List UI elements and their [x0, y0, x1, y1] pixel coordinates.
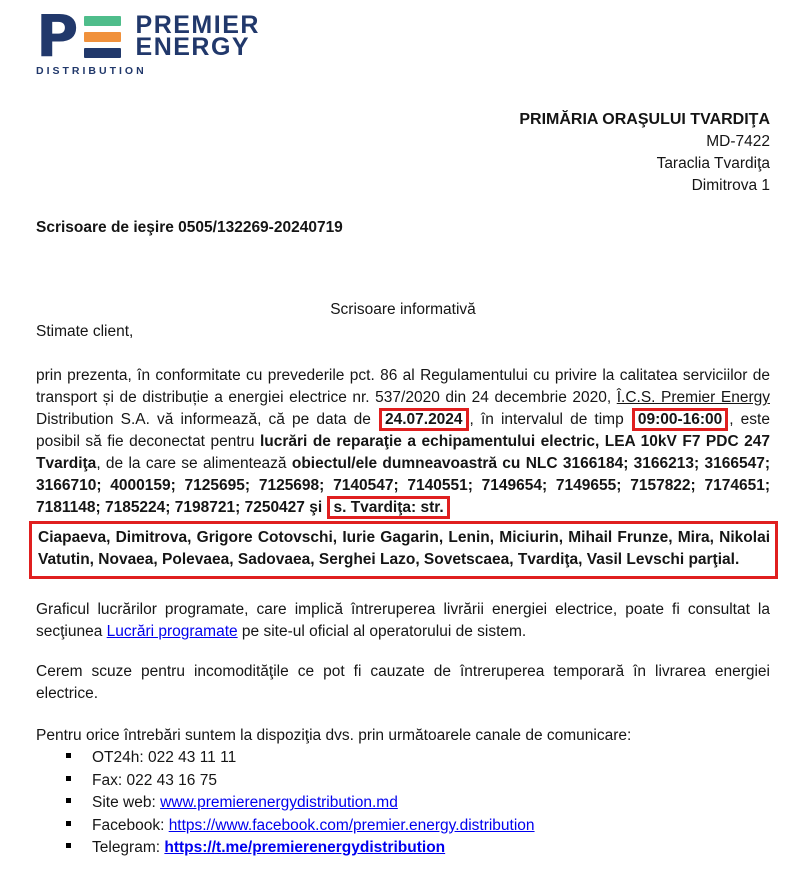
affected-location-highlight: s. Tvardiţa: str. — [327, 496, 449, 519]
p1-text-2: Distribution S.A. vă informează, că pe data de — [36, 411, 378, 428]
ot24h-phone: 022 43 11 11 — [148, 749, 237, 766]
recipient-postal-code: MD-7422 — [706, 133, 770, 150]
p1-text-4: , este posibil să fie deconectat pentru — [36, 411, 770, 450]
logo-e-bars-icon — [84, 16, 121, 58]
logo-distribution-text: DISTRIBUTION — [36, 65, 147, 77]
outage-time-highlight: 09:00-16:00 — [632, 408, 728, 431]
affected-streets-box — [29, 521, 778, 579]
contact-intro: Pentru orice întrebări suntem la dispoziţia dvs. prin următoarele canale de comunicare: — [36, 727, 632, 744]
p1-text-1: prin prezenta, în conformitate cu prevederile pct. 86 al Regulamentului cu privire la calitatea serviciilor de transport și de distribuție a energiei electrice nr. 537/2020 din 24 decembrie 2020, — [36, 367, 770, 406]
bullet-icon — [66, 843, 71, 848]
logo-letter-p: P — [36, 2, 77, 70]
logo-wordmark — [135, 11, 260, 61]
p2-text-2: pe site-ul oficial al operatorului de sistem. — [237, 623, 527, 640]
recipient-block — [36, 109, 770, 197]
apology-paragraph: Cerem scuze pentru incomodităţile ce pot fi cauzate de întreruperea temporară în livrarea energiei electrice. — [36, 663, 770, 702]
fax-number: 022 43 16 75 — [126, 771, 217, 789]
site-web-link[interactable]: www.premierenergydistribution.md — [160, 794, 398, 811]
p1-text-5: , de la care se alimentează — [96, 455, 292, 472]
logo-row — [36, 2, 770, 70]
outage-date-highlight: 24.07.2024 — [379, 408, 469, 431]
contact-label: Telegram: — [92, 839, 165, 856]
lucrari-programate-link[interactable]: Lucrări programate — [106, 623, 238, 640]
p2-text-1: Graficul lucrărilor programate, care implică întreruperea livrării energiei electrice, poate fi consultat la secţiunea — [36, 601, 770, 640]
salutation: Stimate client, — [36, 323, 134, 340]
recipient-name: PRIMĂRIA ORAŞULUI TVARDIŢA — [519, 111, 770, 128]
logo-bar-navy — [84, 48, 121, 58]
bullet-icon — [66, 821, 71, 826]
recipient-district: Taraclia Tvardiţa — [656, 155, 770, 172]
contact-item-fax — [66, 770, 770, 793]
logo-bar-orange — [84, 32, 121, 42]
company-name: Î.C.S. Premier Energy — [616, 389, 770, 406]
premier-energy-logo — [36, 2, 770, 77]
contact-item-site-web — [66, 792, 770, 815]
contact-label: Facebook: — [92, 816, 169, 834]
affected-streets-list: Ciapaeva, Dimitrova, Grigore Cotovschi, Iurie Gagarin, Lenin, Miciurin, Mihail Frunze, Mira, Nikolai Vatutin, Novaea, Polevaea, Sadovaea, Serghei Lazo, Sovetscaea, Tvardiţa, Vasil Levschi parţial. — [38, 529, 770, 568]
bullet-icon — [66, 798, 71, 803]
contact-label: Fax: — [92, 771, 127, 789]
contact-label: Site web: — [92, 794, 161, 811]
schedule-paragraph — [36, 599, 770, 643]
main-paragraph — [36, 365, 770, 519]
bullet-icon — [66, 776, 71, 781]
works-description: lucrări de reparaţie a echipamentului electric, LEA 10kV F7 PDC 247 Tvardiţa — [36, 433, 771, 472]
letter-title: Scrisoare informativă — [330, 301, 476, 318]
p1-text-3: , în intervalul de timp — [469, 411, 631, 428]
nlc-numbers: obiectul/ele dumneavoastră cu NLC 3166184; 3166213; 3166547; 3166710; 4000159; 7125695; 7125698; 7140547; 7140551; 7149654; 7149655; 7157822; 7174651; 7181148; 7185224; 7198721; 7250427 şi — [36, 455, 770, 516]
recipient-street: Dimitrova 1 — [691, 177, 770, 194]
outgoing-letter-reference: Scrisoare de ieşire 0505/132269-20240719 — [36, 219, 343, 236]
contact-item-ot24h — [66, 747, 770, 770]
logo-premier-text: PREMIER — [135, 11, 260, 39]
contact-item-telegram — [66, 837, 770, 860]
telegram-link[interactable]: https://t.me/premierenergydistribution — [164, 839, 446, 856]
bullet-icon — [66, 753, 71, 758]
contact-item-facebook — [66, 815, 770, 838]
contact-label: OT24h: — [92, 749, 148, 766]
logo-bar-green — [84, 16, 121, 26]
facebook-link[interactable]: https://www.facebook.com/premier.energy.distribution — [168, 816, 535, 834]
logo-energy-text: ENERGY — [135, 33, 251, 61]
contact-channels-list — [36, 747, 770, 860]
